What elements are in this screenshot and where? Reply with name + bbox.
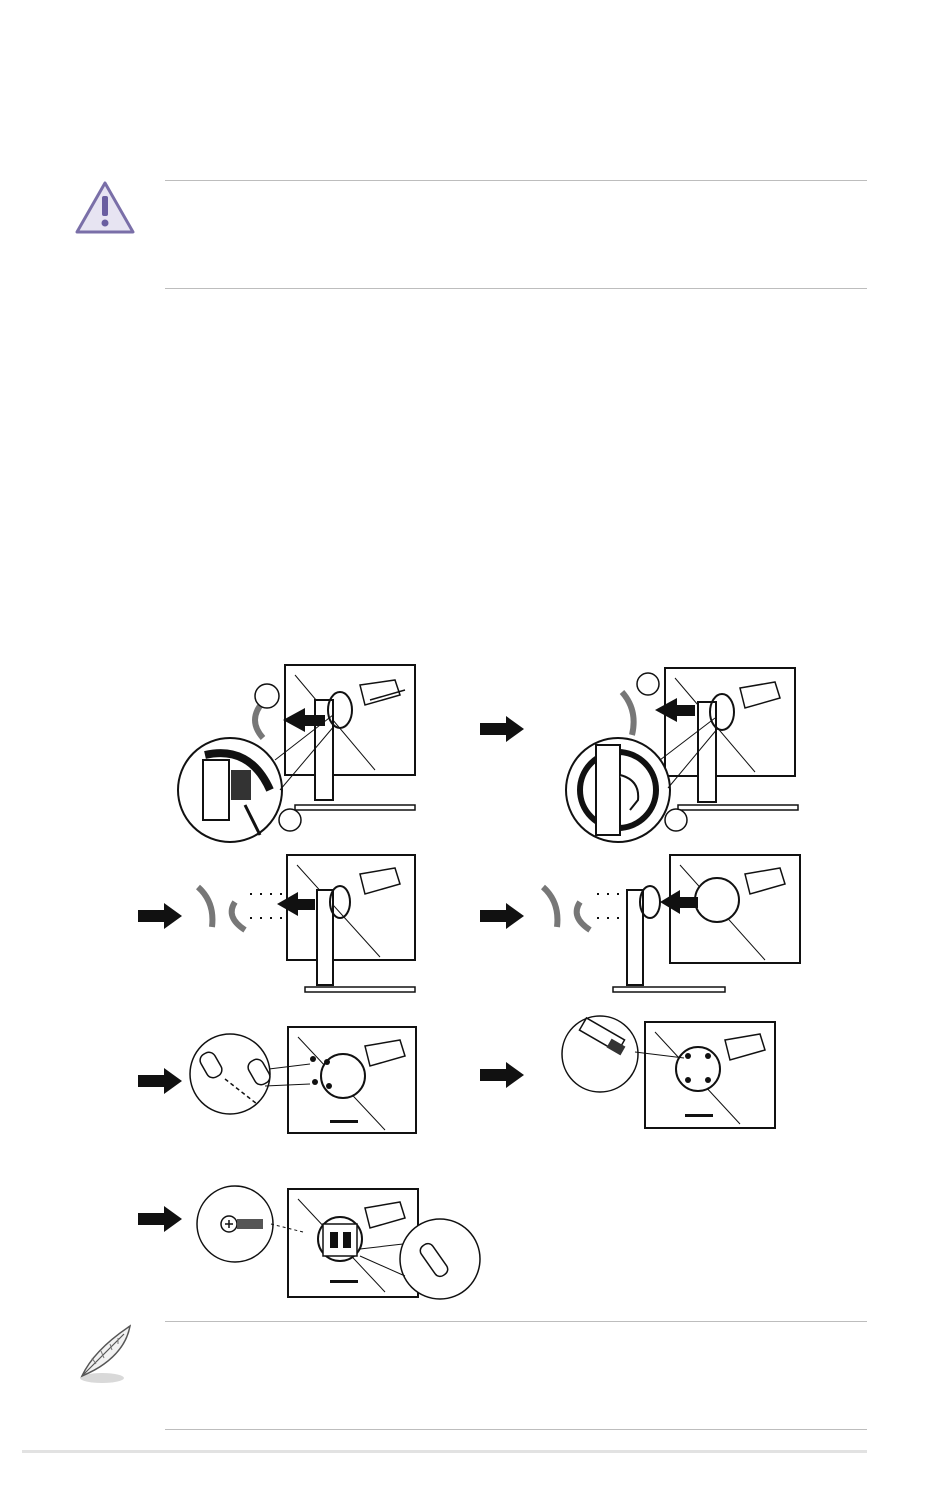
- figure-step-3: [190, 852, 420, 997]
- figure-step-2: [560, 660, 810, 850]
- figure-step-1: [175, 660, 425, 850]
- step-arrow-icon: [480, 1062, 524, 1088]
- step-arrow-icon: [480, 903, 524, 929]
- note-bottom-rule: [165, 1429, 867, 1430]
- figure-step-6: [560, 1014, 780, 1134]
- feather-note-icon: [74, 1320, 138, 1386]
- figure-step-7: [195, 1184, 485, 1302]
- figure-step-4: [535, 852, 805, 997]
- note-top-rule: [165, 1321, 867, 1322]
- figure-step-5: [185, 1024, 420, 1136]
- caution-bottom-rule: [165, 288, 867, 289]
- step-arrow-icon: [138, 1068, 182, 1094]
- step-arrow-icon: [138, 903, 182, 929]
- step-arrow-icon: [138, 1206, 182, 1232]
- step-arrow-icon: [480, 716, 524, 742]
- warning-triangle-icon: [74, 180, 136, 236]
- caution-top-rule: [165, 180, 867, 181]
- page-footer-rule: [22, 1450, 867, 1453]
